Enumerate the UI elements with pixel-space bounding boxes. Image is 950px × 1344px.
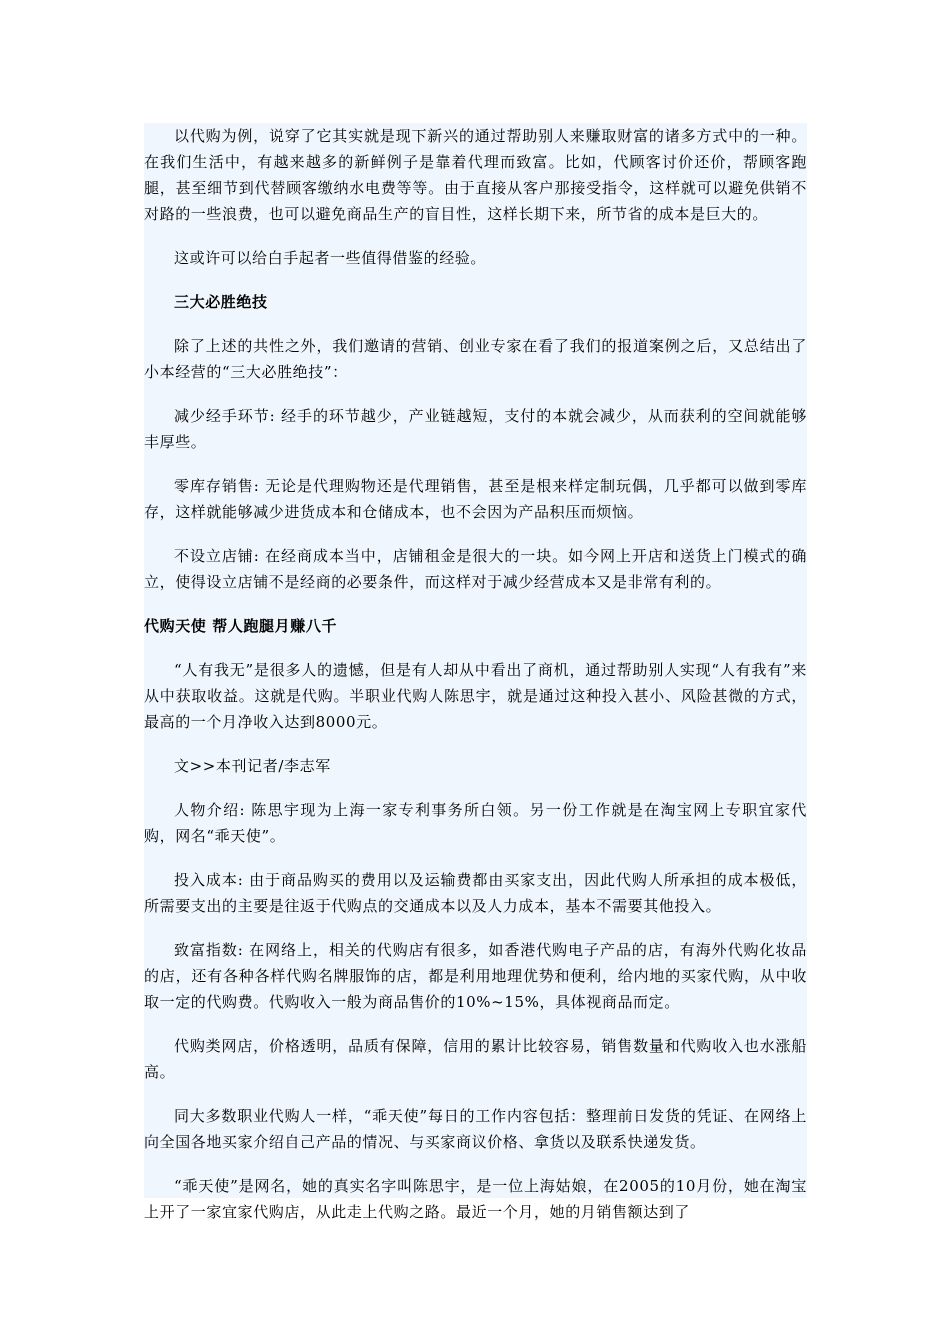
paragraph-daily-work: 同大多数职业代购人一样，“乖天使”每日的工作内容包括：整理前日发货的凭证、在网络上向全国各地买家介绍自己产品的情况、与买家商议价格、拿货以及联系快递发货。 [144, 1107, 807, 1151]
document-body [144, 123, 807, 1221]
paragraph-store-type: 代购类网店，价格透明，品质有保障，信用的累计比较容易，销售数量和代购收入也水涨船高。 [144, 1037, 807, 1081]
paragraph-experts: 除了上述的共性之外，我们邀请的营销、创业专家在看了我们的报道案例之后，又总结出了小本经营的“三大必胜绝技”： [144, 337, 807, 381]
paragraph-skill-2: 零库存销售: 无论是代理购物还是代理销售，甚至是根来样定制玩偶，几乎都可以做到零库存，这样就能够减少进货成本和仓储成本，也不会因为产品积压而烦恼。 [144, 477, 807, 521]
section-heading-angel: 代购天使 帮人跑腿月赚八千 [144, 617, 338, 635]
paragraph-profile: 人物介绍: 陈思宇现为上海一家专利事务所白领。另一份工作就是在淘宝网上专职宜家代购，网名“乖天使”。 [144, 801, 807, 845]
paragraph-daigou-intro: “人有我无”是很多人的遗憾，但是有人却从中看出了商机，通过帮助别人实现“人有我有”来从中获取收益。这就是代购。半职业代购人陈思宇，就是通过这种投入甚小、风险甚微的方式，最高的一个月净收入达到8000元。 [144, 661, 807, 731]
paragraph-skill-1: 减少经手环节: 经手的环节越少，产业链越短，支付的本就会减少，从而获利的空间就能够丰厚些。 [144, 407, 807, 451]
paragraph-intro: 以代购为例，说穿了它其实就是现下新兴的通过帮助别人来赚取财富的诸多方式中的一种。在我们生活中，有越来越多的新鲜例子是靠着代理而致富。比如，代顾客讨价还价，帮顾客跑腿，甚至细节到代替顾客缴纳水电费等等。由于直接从客户那接受指令，这样就可以避免供销不对路的一些浪费，也可以避免商品生产的盲目性，这样长期下来，所节省的成本是巨大的。 [144, 127, 807, 223]
paragraph-story: “乖天使”是网名，她的真实名字叫陈思宇，是一位上海姑娘，在2005的10月份，她在淘宝上开了一家宜家代购店，从此走上代购之路。最近一个月，她的月销售额达到了 [144, 1177, 807, 1221]
byline: 文>>本刊记者/李志军 [174, 757, 331, 775]
paragraph-wealth-index: 致富指数: 在网络上，相关的代购店有很多，如香港代购电子产品的店，有海外代购化妆品的店，还有各种各样代购名牌服饰的店，都是利用地理优势和便利，给内地的买家代购，从中收取一定的代购费。代购收入一般为商品售价的10%~15%，具体视商品而定。 [144, 941, 807, 1011]
paragraph-cost: 投入成本: 由于商品购买的费用以及运输费都由买家支出，因此代购人所承担的成本极低，所需要支出的主要是往返于代购点的交通成本以及人力成本，基本不需要其他投入。 [144, 871, 807, 915]
section-heading-three-skills: 三大必胜绝技 [174, 293, 268, 311]
paragraph-skill-3: 不设立店铺: 在经商成本当中，店铺租金是很大的一块。如今网上开店和送货上门模式的确立，使得设立店铺不是经商的必要条件，而这样对于减少经营成本又是非常有利的。 [144, 547, 807, 591]
paragraph-lesson: 这或许可以给白手起者一些值得借鉴的经验。 [174, 249, 487, 267]
